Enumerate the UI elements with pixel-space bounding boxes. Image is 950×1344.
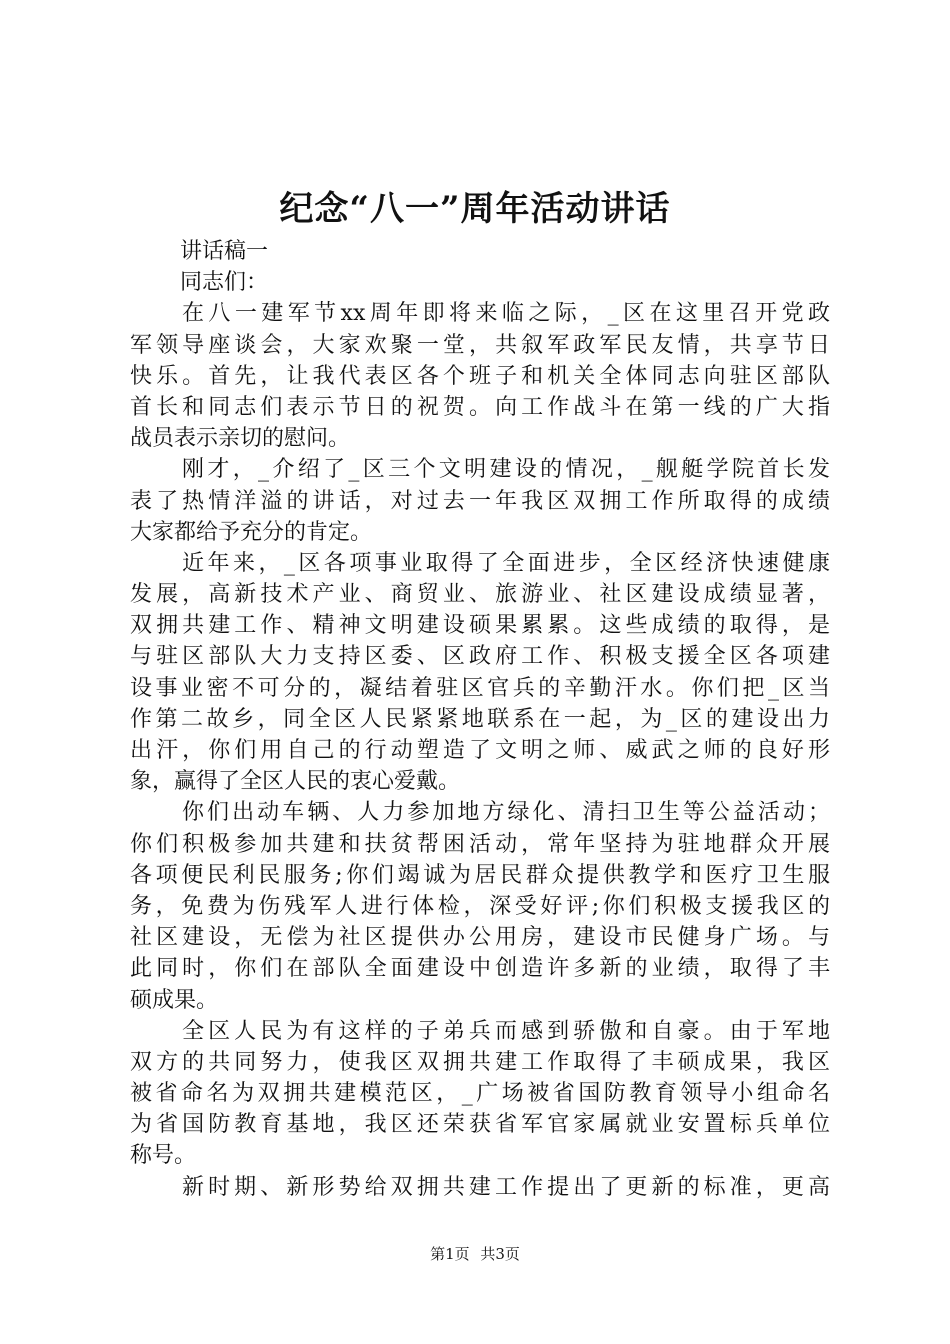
body-line: 你们积极参加共建和扶贫帮困活动，常年坚持为驻地群众开展 <box>130 831 830 857</box>
body-line: 社区建设，无偿为社区提供办公用房，建设市民健身广场。与 <box>130 925 830 951</box>
body-line: 务，免费为伤残军人进行体检，深受好评;你们积极支援我区的 <box>130 893 830 919</box>
salutation: 同志们： <box>180 270 269 296</box>
body-line: 近年来，_区各项事业取得了全面进步，全区经济快速健康 <box>182 550 830 576</box>
body-line: 新时期、新形势给双拥共建工作提出了更新的标准，更高 <box>182 1174 830 1200</box>
body-line: 大家都给予充分的肯定。 <box>130 519 373 545</box>
body-line: 被省命名为双拥共建模范区，_广场被省国防教育领导小组命名 <box>130 1081 830 1107</box>
body-line: 称号。 <box>130 1143 197 1169</box>
body-line: 快乐。首先，让我代表区各个班子和机关全体同志向驻区部队 <box>130 363 830 389</box>
page-number: 第1页 <box>430 1245 470 1263</box>
body-line: 为省国防教育基地，我区还荣获省军官家属就业安置标兵单位 <box>130 1112 830 1138</box>
page-total: 共3页 <box>480 1245 520 1263</box>
subtitle: 讲话稿一 <box>180 239 269 264</box>
body-line: 发展，高新技术产业、商贸业、旅游业、社区建设成绩显著， <box>130 582 830 608</box>
body-line: 象，赢得了全区人民的衷心爱戴。 <box>130 769 461 795</box>
document-title: 纪念“八一”周年活动讲话 <box>279 189 671 229</box>
body-line: 双拥共建工作、精神文明建设硕果累累。这些成绩的取得，是 <box>130 613 830 639</box>
body-line: 双方的共同努力，使我区双拥共建工作取得了丰硕成果，我区 <box>130 1049 830 1075</box>
body-line: 设事业密不可分的，凝结着驻区官兵的辛勤汗水。你们把_区当 <box>130 675 830 701</box>
body-line: 表了热情洋溢的讲话，对过去一年我区双拥工作所取得的成绩 <box>130 488 830 514</box>
document-body <box>130 236 830 1203</box>
page-footer <box>0 1244 950 1264</box>
body-line: 作第二故乡，同全区人民紧紧地联系在一起，为_区的建设出力 <box>130 706 830 732</box>
body-line: 战员表示亲切的慰问。 <box>130 426 351 452</box>
body-line: 与驻区部队大力支持区委、区政府工作、积极支援全区各项建 <box>130 644 830 670</box>
body-line: 你们出动车辆、人力参加地方绿化、清扫卫生等公益活动； <box>182 800 830 826</box>
body-line: 全区人民为有这样的子弟兵而感到骄傲和自豪。由于军地 <box>182 1018 830 1044</box>
body-line: 在八一建军节xx周年即将来临之际，_区在这里召开党政 <box>182 301 830 327</box>
body-line: 各项便民利民服务;你们竭诚为居民群众提供教学和医疗卫生服 <box>130 862 830 888</box>
body-line: 硕成果。 <box>130 987 219 1013</box>
body-line: 首长和同志们表示节日的祝贺。向工作战斗在第一线的广大指 <box>130 394 830 420</box>
body-line: 刚才，_介绍了_区三个文明建设的情况，_舰艇学院首长发 <box>182 457 830 483</box>
body-line: 此同时，你们在部队全面建设中创造许多新的业绩，取得了丰 <box>130 956 830 982</box>
body-line: 军领导座谈会，大家欢聚一堂，共叙军政军民友情，共享节日 <box>130 332 830 358</box>
body-line: 出汗，你们用自己的行动塑造了文明之师、威武之师的良好形 <box>130 738 830 763</box>
